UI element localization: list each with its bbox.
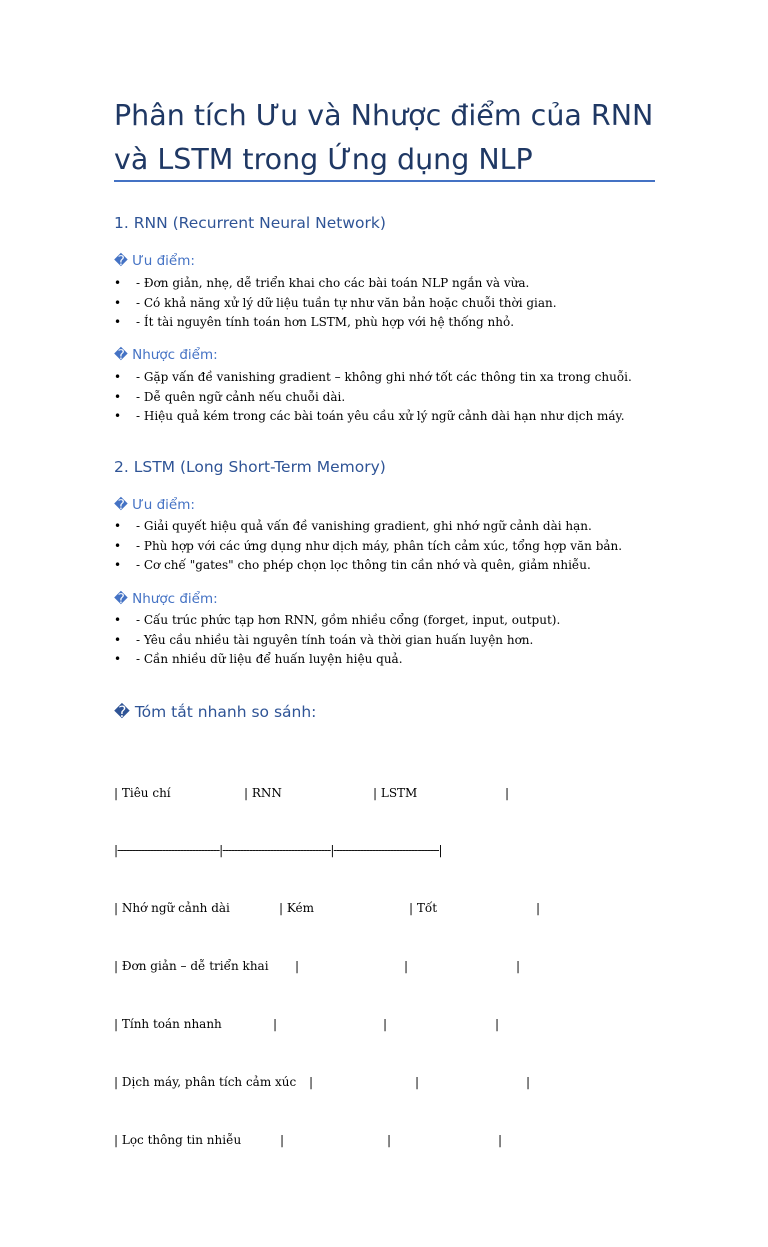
list-item: • - Dễ quên ngữ cảnh nếu chuỗi dài. [114,388,632,408]
list-item: • - Hiệu quả kém trong các bài toán yêu cầu xử lý ngữ cảnh dài hạn như dịch máy. [114,407,632,427]
table-row [114,841,442,860]
table-row [114,957,521,976]
bullet-icon: • [114,538,122,553]
table-row [114,899,541,918]
table-cell: | Lọc thông tin nhiễu [114,1132,242,1147]
list-item: • - Yêu cầu nhiều tài nguyên tính toán và thời gian huấn luyện hơn. [114,631,560,651]
table-cell: | Tiêu chí [114,785,171,800]
table-cell: | [495,1017,500,1032]
table-row [114,1131,503,1150]
table-row [114,1015,500,1034]
bullet-icon: • [114,632,122,647]
table-cell: | [536,901,541,916]
table-cell: | [309,1075,314,1090]
list-item: • - Cần nhiều dữ liệu để huấn luyện hiệu quả. [114,650,560,670]
lstm-pros-list [114,517,622,576]
table-cell: | [273,1017,278,1032]
table-cell: | RNN [244,785,282,800]
list-item: • - Gặp vấn đề vanishing gradient – không ghi nhớ tốt các thông tin xa trong chuỗi. [114,368,632,388]
table-cell: | [404,959,409,974]
bullet-icon: • [114,389,122,404]
bullet-icon: • [114,315,122,329]
table-cell: | [498,1132,503,1147]
bullet-icon: • [114,370,122,384]
table-cell: | Tốt [409,901,438,916]
table-cell: | Đơn giản – dễ triển khai [114,959,269,974]
document-title: Phân tích Ưu và Nhược điểm của RNN và LSTM trong Ứng dụng NLP [114,99,654,176]
table-cell: | [505,785,510,800]
title-underline [114,180,655,182]
table-row [114,784,510,803]
bullet-icon: • [114,519,122,533]
table-cell: | Tính toán nhanh [114,1017,222,1032]
rnn-cons-list [114,368,632,427]
comparison-table [114,745,541,1189]
list-item: • - Có khả năng xử lý dữ liệu tuần tự như văn bản hoặc chuỗi thời gian. [114,294,557,314]
table-cell: | Kém [279,901,314,916]
table-cell: | Dịch máy, phân tích cảm xúc [114,1075,297,1090]
rnn-pros-list [114,274,557,333]
list-item: • - Cấu trúc phức tạp hơn RNN, gồm nhiều cổng (forget, input, output). [114,611,560,631]
list-item: • - Phù hợp với các ứng dụng như dịch máy, phân tích cảm xúc, tổng hợp văn bản. [114,537,622,557]
table-cell: | [415,1075,420,1090]
table-cell: | Nhớ ngữ cảnh dài [114,901,230,916]
lstm-pros-heading: � Ưu điểm: [114,497,195,513]
bullet-icon: • [114,558,122,572]
summary-heading: � Tóm tắt nhanh so sánh: [114,703,317,721]
section-heading-rnn: 1. RNN (Recurrent Neural Network) [114,214,386,232]
table-cell: | [516,959,521,974]
table-cell: | [295,959,300,974]
list-item: • - Đơn giản, nhẹ, dễ triển khai cho các bài toán NLP ngắn và vừa. [114,274,557,294]
table-cell: | [387,1132,392,1147]
table-cell: | [526,1075,531,1090]
list-item: • - Cơ chế "gates" cho phép chọn lọc thông tin cần nhớ và quên, giảm nhiễu. [114,556,622,576]
table-cell: | [383,1017,388,1032]
bullet-icon: • [114,613,122,627]
table-cell: | [280,1132,285,1147]
list-item: • - Ít tài nguyên tính toán hơn LSTM, phù hợp với hệ thống nhỏ. [114,313,557,333]
lstm-cons-heading: � Nhược điểm: [114,591,218,607]
bullet-icon: • [114,295,122,310]
lstm-cons-list [114,611,560,670]
bullet-icon: • [114,409,122,423]
table-cell: | LSTM [373,785,418,800]
list-item: • - Giải quyết hiệu quả vấn đề vanishing gradient, ghi nhớ ngữ cảnh dài hạn. [114,517,622,537]
bullet-icon: • [114,652,122,666]
bullet-icon: • [114,276,122,290]
rnn-pros-heading: � Ưu điểm: [114,253,195,269]
table-separator: |----------------------------------|------------------------------------|-----------------------------------| [114,843,442,858]
rnn-cons-heading: � Nhược điểm: [114,347,218,363]
section-heading-lstm: 2. LSTM (Long Short-Term Memory) [114,458,386,476]
table-row [114,1073,531,1092]
